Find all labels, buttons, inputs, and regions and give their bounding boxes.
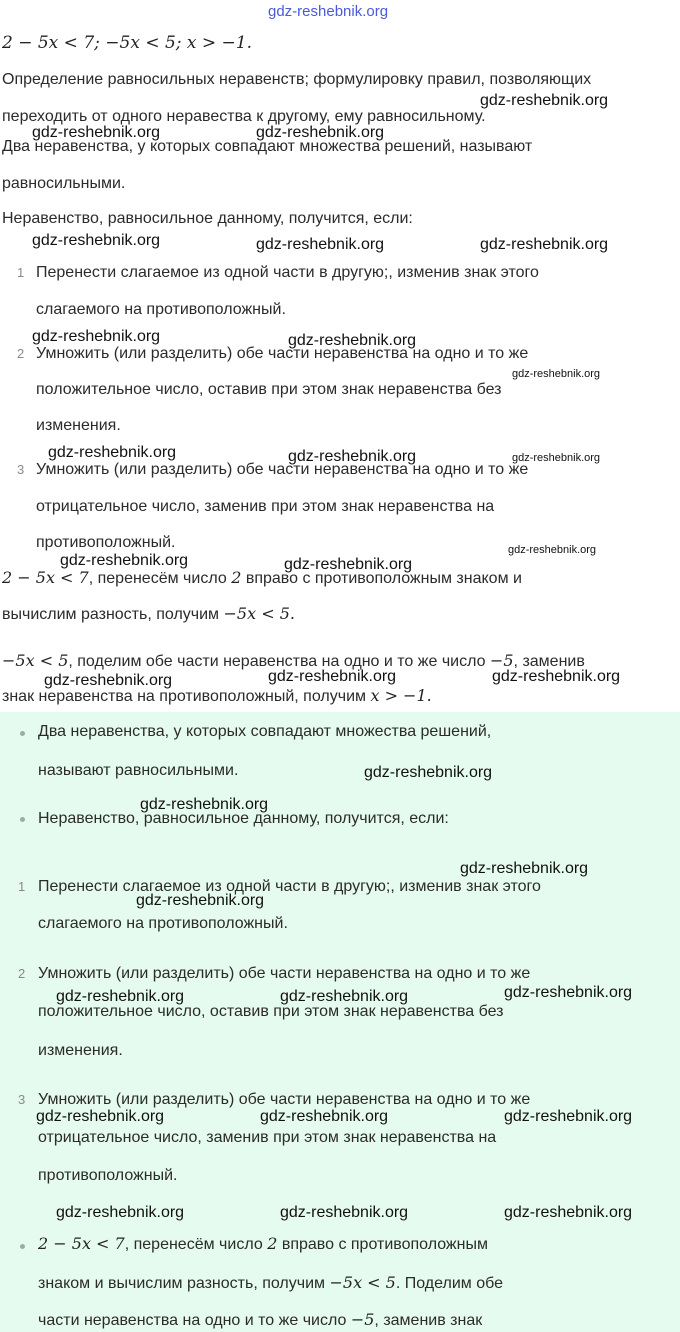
rule-2-number: 2 xyxy=(17,346,25,361)
solution-step1-result: −5x < 5. xyxy=(223,604,295,623)
summary-rule-3-line2: отрицательное число, заменив при этом знак неравенства на xyxy=(38,1129,497,1146)
solution-step2-result: x > −1. xyxy=(370,686,432,705)
watermark: gdz-reshebnik.org xyxy=(136,892,265,909)
rule-2-line1: Умножить (или разделить) обе части неравенства на одно и то же xyxy=(36,345,529,362)
bullet-dot-2 xyxy=(20,817,25,822)
rule-3-line2: отрицательное число, заменив при этом знак неравенства на xyxy=(36,498,495,515)
summary-rule-3-number: 3 xyxy=(18,1092,26,1107)
watermark: gdz-reshebnik.org xyxy=(256,236,385,253)
bullet-dot-3 xyxy=(20,1244,25,1249)
rule-1-line2: слагаемого на противоположный. xyxy=(36,301,286,318)
definition-prompt-line1: Определение равносильных неравенств; формулировку правил, позволяющих xyxy=(2,71,592,88)
summary-bullet3-text-b: вправо с противоположным xyxy=(277,1236,488,1253)
solution-step2-math: −5x < 5 xyxy=(2,651,69,670)
watermark: gdz-reshebnik.org xyxy=(32,232,161,249)
solution-step2-num: −5 xyxy=(489,651,514,670)
watermark: gdz-reshebnik.org xyxy=(504,1108,633,1125)
watermark: gdz-reshebnik.org xyxy=(480,236,609,253)
summary-bullet3-line1 xyxy=(38,1233,488,1256)
summary-bullet3-line3-text: части неравенства на одно и то же число xyxy=(38,1312,351,1329)
watermark: gdz-reshebnik.org xyxy=(56,988,185,1005)
watermark: gdz-reshebnik.org xyxy=(36,1108,165,1125)
watermark: gdz-reshebnik.org xyxy=(56,1204,185,1221)
summary-bullet3-line2 xyxy=(38,1272,503,1295)
summary-rule-3-line3: противоположный. xyxy=(38,1167,178,1184)
rule-1-line1: Перенести слагаемое из одной части в другую;, изменив знак этого xyxy=(36,264,539,281)
solution-step2-text-a: , поделим обе части неравенства на одно и то же число xyxy=(68,653,490,670)
watermark: gdz-reshebnik.org xyxy=(364,764,493,781)
summary-rule-1-number: 1 xyxy=(18,879,26,894)
watermark: gdz-reshebnik.org xyxy=(512,368,601,380)
solution-step1-line2 xyxy=(2,603,295,626)
definition-line2: равносильными. xyxy=(2,175,126,192)
watermark: gdz-reshebnik.org xyxy=(280,1204,409,1221)
watermark: gdz-reshebnik.org xyxy=(60,552,189,569)
watermark: gdz-reshebnik.org xyxy=(508,544,597,556)
watermark: gdz-reshebnik.org xyxy=(140,796,269,813)
summary-bullet3-line3-text-b: , заменив знак xyxy=(374,1312,483,1329)
watermark: gdz-reshebnik.org xyxy=(256,124,385,141)
summary-bullet3-line3-math: −5 xyxy=(350,1310,375,1329)
summary-rule-3-line1: Умножить (или разделить) обе части неравенства на одно и то же xyxy=(38,1091,531,1108)
definition-line1: Два неравенства, у которых совпадают множества решений, называют xyxy=(2,138,533,155)
summary-bullet3-math: 2 − 5x < 7 xyxy=(38,1234,125,1253)
watermark: gdz-reshebnik.org xyxy=(512,452,601,464)
summary-bullet3-line2-text-b: . Поделим обе xyxy=(395,1275,503,1292)
watermark: gdz-reshebnik.org xyxy=(288,332,417,349)
watermark: gdz-reshebnik.org xyxy=(32,124,161,141)
solution-step1-num: 2 xyxy=(231,568,242,587)
solution-step1-math: 2 − 5x < 7 xyxy=(2,568,89,587)
solution-step1-line1 xyxy=(2,567,522,590)
summary-bullet3-num: 2 xyxy=(267,1234,278,1253)
rule-2-line3: изменения. xyxy=(36,417,121,434)
summary-rule-2-line1: Умножить (или разделить) обе части неравенства на одно и то же xyxy=(38,965,531,982)
solution-step1-text-a: , перенесём число xyxy=(88,570,232,587)
watermark: gdz-reshebnik.org xyxy=(48,444,177,461)
watermark: gdz-reshebnik.org xyxy=(504,1204,633,1221)
solution-step1-line2-text: вычислим разность, получим xyxy=(2,606,224,623)
watermark: gdz-reshebnik.org xyxy=(260,1108,389,1125)
rule-3-number: 3 xyxy=(17,462,25,477)
watermark: gdz-reshebnik.org xyxy=(504,984,633,1001)
watermark: gdz-reshebnik.org xyxy=(32,328,161,345)
summary-rule-2-line2: положительное число, оставив при этом знак неравенства без xyxy=(38,1003,504,1020)
watermark: gdz-reshebnik.org xyxy=(284,556,413,573)
summary-bullet1-line2: называют равносильными. xyxy=(38,762,239,779)
watermark: gdz-reshebnik.org xyxy=(268,668,397,685)
rule-3-line3: противоположный. xyxy=(36,534,176,551)
rule-1-number: 1 xyxy=(17,265,25,280)
summary-rule-1-line2: слагаемого на противоположный. xyxy=(38,915,288,932)
summary-bullet3-line2-math: −5x < 5 xyxy=(329,1273,396,1292)
summary-bullet3-line2-text: знаком и вычислим разность, получим xyxy=(38,1275,330,1292)
watermark: gdz-reshebnik.org xyxy=(492,668,621,685)
rule-2-line2: положительное число, оставив при этом знак неравенства без xyxy=(36,381,502,398)
watermark: gdz-reshebnik.org xyxy=(460,860,589,877)
definition-prompt-line2: переходить от одного неравества к другому, ему равносильному. xyxy=(2,108,486,125)
watermark: gdz-reshebnik.org xyxy=(288,448,417,465)
watermark: gdz-reshebnik.org xyxy=(480,92,609,109)
summary-bullet3-text-a: , перенесём число xyxy=(124,1236,268,1253)
summary-rule-2-number: 2 xyxy=(18,966,26,981)
top-formula: 2 − 5x < 7; −5x < 5; x > −1. xyxy=(2,33,253,53)
rule-3-line1: Умножить (или разделить) обе части неравенства на одно и то же xyxy=(36,461,529,478)
summary-rule-2-line3: изменения. xyxy=(38,1042,123,1059)
summary-bullet2: Неравенство, равносильное данному, получится, если: xyxy=(38,810,449,827)
solution-step1-text-b: вправо с противоположным знаком и xyxy=(241,570,522,587)
summary-bullet3-line3 xyxy=(38,1309,482,1332)
watermark-top: gdz-reshebnik.org xyxy=(268,3,389,20)
watermark: gdz-reshebnik.org xyxy=(44,672,173,689)
solution-step2-line2-text: знак неравенства на противоположный, получим xyxy=(2,688,371,705)
summary-rule-1-line1: Перенести слагаемое из одной части в другую;, изменив знак этого xyxy=(38,878,541,895)
bullet-dot-1 xyxy=(20,731,25,736)
solution-step2-text-b: , заменив xyxy=(513,653,585,670)
summary-bullet1-line1: Два неравенства, у которых совпадают множества решений, xyxy=(38,723,492,740)
watermark: gdz-reshebnik.org xyxy=(280,988,409,1005)
rule-intro: Неравенство, равносильное данному, получится, если: xyxy=(2,210,413,227)
